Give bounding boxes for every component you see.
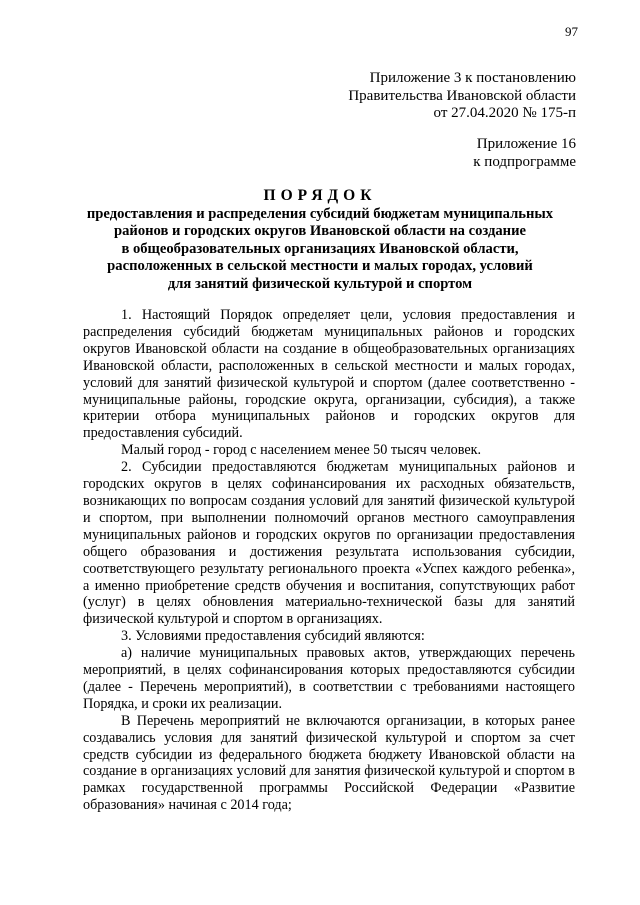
title-line: расположенных в сельской местности и малых городах, условий: [107, 258, 533, 275]
appendix-line: от 27.04.2020 № 175-п: [433, 105, 576, 121]
paragraph-subsidy-goals: 2. Субсидии предоставляются бюджетам муниципальных районов и городских округов в целях софинансирования их расходных обязательств, возникающих по вопросам создания условий для занятий физической культурой и спортом, при выполнении полномочий органов местного самоуправления муниципальных районов и городских округов по организации предоставления общего образования и достижения результата использования субсидии, соответствующего результату регионального проекта «Успех каждого ребенка», а именно приобретение средств обучения и воспитания, сопутствующих работ (услуг) в целях обновления материально-технической базы для занятий физической культурой и спортом в организациях.: [83, 459, 575, 628]
subprogram-appendix-header: [473, 136, 576, 171]
title-line: в общеобразовательных организациях Ивановской области,: [121, 240, 519, 257]
document-body: [83, 307, 575, 814]
paragraph-conditions-heading: 3. Условиями предоставления субсидий являются:: [121, 628, 425, 645]
title-line: районов и городских округов Ивановской области на создание: [114, 223, 526, 240]
paragraph-small-town-definition: Малый город - город с населением менее 50 тысяч человек.: [121, 442, 482, 459]
appendix-line: к подпрограмме: [473, 153, 576, 170]
document-title: [64, 186, 576, 293]
paragraph-condition-a: а) наличие муниципальных правовых актов, утверждающих перечень мероприятий, в целях софинансирования которых предоставляются субсидии (далее - Перечень мероприятий), в соответствии с требованиями настоящего Порядка, и сроки их реализации.: [83, 645, 575, 712]
appendix-line: Правительства Ивановской области: [348, 87, 576, 104]
title-heading-word: ПОРЯДОК: [263, 187, 377, 204]
appendix-line: Приложение 3 к постановлению: [369, 70, 576, 86]
paragraph-exclusions: В Перечень мероприятий не включаются организации, в которых ранее создавались условия для занятий физической культурой и спортом за счет средств субсидии из федерального бюджета бюджету Ивановской области на создание в организациях условий для занятия физической культурой и спортом в рамках государственной программы Российской Федерации «Развитие образования» начиная с 2014 года;: [83, 712, 575, 814]
title-line: предоставления и распределения субсидий бюджетам муниципальных: [86, 206, 554, 222]
appendix-line: Приложение 16: [476, 136, 576, 152]
page-number: 97: [565, 24, 578, 39]
title-line: для занятий физической культурой и спортом: [167, 275, 473, 292]
paragraph-purpose: 1. Настоящий Порядок определяет цели, условия предоставления и распределения субсидий бюджетам муниципальных районов и городских округов Ивановской области на создание в общеобразовательных организациях Ивановской области, расположенных в сельской местности и малых городах, условий для занятий физической культурой и спортом (далее соответственно - муниципальные районы, городские округа, организации, субсидия), а также критерии отбора муниципальных районов и городских округов для предоставления субсидий.: [83, 307, 575, 442]
appendix-header: [348, 70, 576, 123]
